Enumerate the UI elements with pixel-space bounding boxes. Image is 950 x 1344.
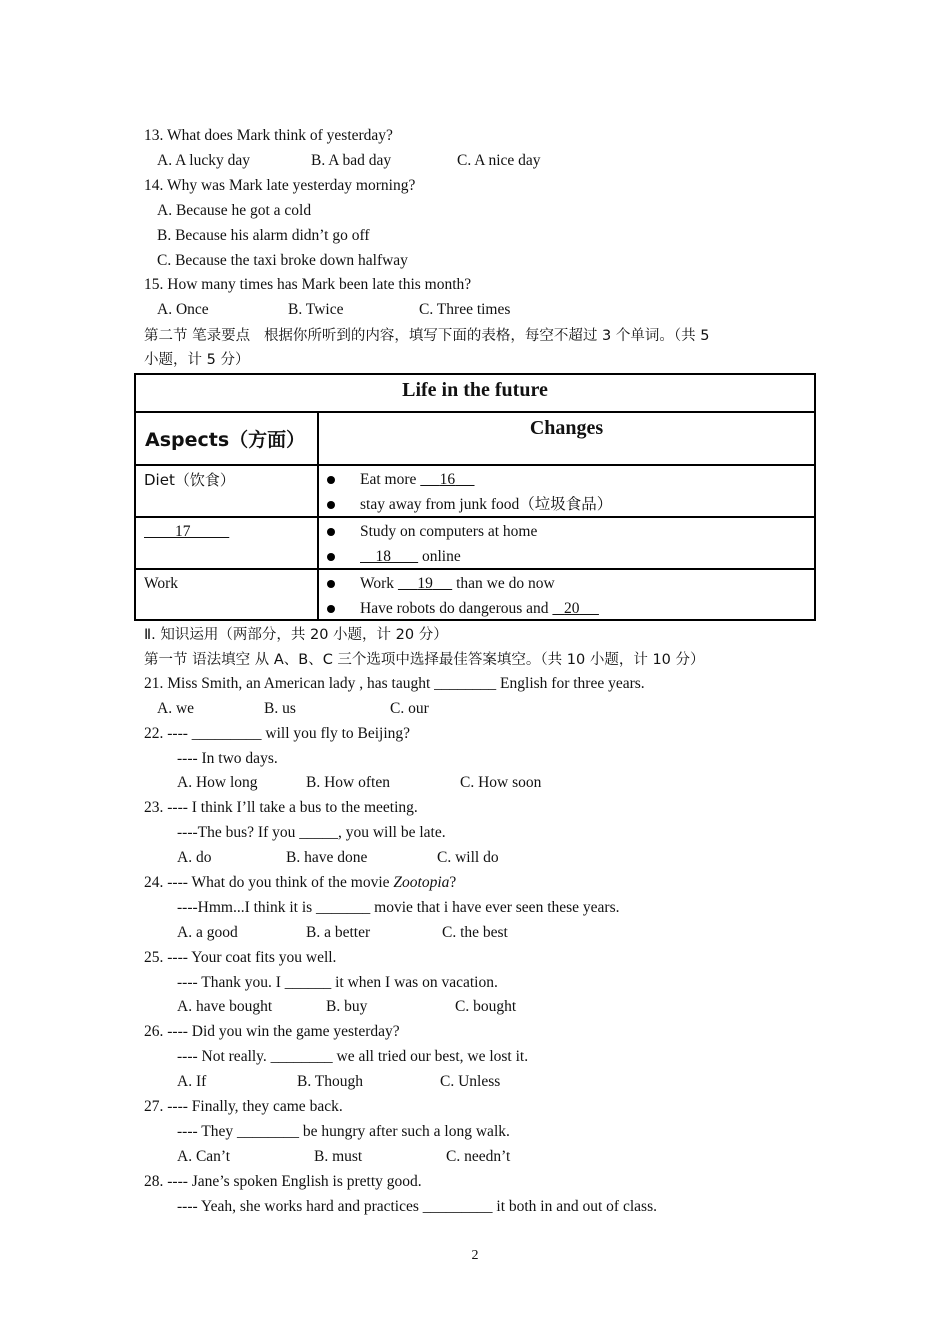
- blank-19[interactable]: [398, 575, 452, 592]
- q21-option-b: B. us: [264, 700, 296, 717]
- question-26-reply: ---- Not really. ________ we all tried our best, we lost it.: [177, 1048, 529, 1065]
- q14-option-c: C. Because the taxi broke down halfway: [157, 252, 408, 269]
- question-27-reply: ---- They ________ be hungry after such a long walk.: [177, 1123, 510, 1140]
- section-2-title: 第二节 笔录要点: [144, 328, 251, 344]
- q23-option-b: B. have done: [286, 849, 368, 866]
- question-25-reply: ---- Thank you. I ______ it when I was on vacation.: [177, 974, 498, 991]
- aspect-label: Diet（饮食）: [144, 471, 235, 489]
- blank-number: 20: [564, 600, 580, 617]
- aspects-header: Aspects（方面）: [145, 429, 306, 451]
- q26-option-c: C. Unless: [440, 1073, 501, 1090]
- change-text: online: [418, 548, 461, 565]
- q22-option-a: A. How long: [177, 774, 258, 791]
- bullet: [327, 528, 335, 536]
- change-item: [360, 547, 461, 567]
- part-2-title: Ⅱ. 知识运用（两部分，共 20 小题，计 20 分）: [144, 627, 448, 643]
- q21-option-c: C. our: [390, 700, 429, 717]
- aspect-work: Work: [144, 575, 179, 592]
- q13-option-a: A. A lucky day: [157, 152, 250, 169]
- question-26-stem: 26. ---- Did you win the game yesterday?: [144, 1023, 400, 1040]
- q27-option-b: B. must: [314, 1148, 363, 1165]
- q26-option-a: A. If: [177, 1073, 207, 1090]
- q27-option-c: C. needn’t: [446, 1148, 511, 1165]
- q13-option-c: C. A nice day: [457, 152, 541, 169]
- section-2-heading: [144, 326, 709, 346]
- table-divider: [136, 411, 814, 413]
- blank-number: 17: [175, 523, 191, 540]
- change-item: [360, 522, 537, 542]
- blank-number: 18: [375, 548, 391, 565]
- notes-table: [134, 373, 816, 621]
- change-item: [360, 470, 475, 490]
- bullet: [327, 553, 335, 561]
- question-23-reply: ----The bus? If you _____, you will be late.: [177, 824, 446, 841]
- stem-text: 24. ---- What do you think of the movie: [144, 874, 394, 891]
- change-text: stay away from junk food（垃圾食品）: [360, 496, 613, 513]
- q26-option-b: B. Though: [297, 1073, 364, 1090]
- part-2-section-1-heading: 第一节 语法填空 从 A、B、C 三个选项中选择最佳答案填空。（共 10 小题，计 10 分）: [144, 652, 705, 668]
- aspect-diet: [144, 470, 235, 491]
- question-22-reply: ---- In two days.: [177, 750, 278, 767]
- question-23-stem: 23. ---- I think I’ll take a bus to the meeting.: [144, 799, 418, 816]
- table-divider: [136, 516, 814, 518]
- blank-18[interactable]: [360, 548, 418, 565]
- aspect-blank: [144, 522, 229, 542]
- blank-number: 19: [417, 575, 433, 592]
- change-text: Have robots do dangerous and: [360, 600, 553, 617]
- q23-option-a: A. do: [177, 849, 212, 866]
- bullet: [327, 501, 335, 509]
- question-14-stem: 14. Why was Mark late yesterday morning?: [144, 177, 416, 194]
- change-text: than we do now: [452, 575, 555, 592]
- blank-16[interactable]: [420, 471, 474, 488]
- change-text: Eat more: [360, 471, 421, 488]
- q24-option-c: C. the best: [442, 924, 508, 941]
- q23-option-c: C. will do: [437, 849, 499, 866]
- q14-option-b: B. Because his alarm didn’t go off: [157, 227, 370, 244]
- q24-option-b: B. a better: [306, 924, 371, 941]
- q25-option-b: B. buy: [326, 998, 368, 1015]
- q24-option-a: A. a good: [177, 924, 238, 941]
- question-21-stem: 21. Miss Smith, an American lady , has taught ________ English for three years.: [144, 675, 645, 692]
- q14-option-a: A. Because he got a cold: [157, 202, 312, 219]
- question-15-stem: 15. How many times has Mark been late this month?: [144, 276, 472, 293]
- change-item: [360, 495, 612, 515]
- change-text: Work: [360, 575, 398, 592]
- section-2-instruction: 根据你所听到的内容，填写下面的表格，每空不超过 3 个单词。（共 5: [263, 328, 710, 344]
- stem-text: ?: [449, 874, 457, 891]
- change-text: Study on computers at home: [360, 523, 538, 540]
- table-divider: [136, 568, 814, 570]
- q22-option-b: B. How often: [306, 774, 390, 791]
- section-2-instruction-continued: 小题，计 5 分）: [144, 352, 250, 368]
- q27-option-a: A. Can’t: [177, 1148, 231, 1165]
- question-28-stem: 28. ---- Jane’s spoken English is pretty good.: [144, 1173, 422, 1190]
- bullet: [327, 580, 335, 588]
- movie-title: Zootopia: [393, 874, 450, 891]
- change-item: [360, 599, 599, 619]
- q22-option-c: C. How soon: [460, 774, 542, 791]
- question-13-stem: 13. What does Mark think of yesterday?: [144, 127, 393, 144]
- q25-option-c: C. bought: [455, 998, 517, 1015]
- table-divider: [136, 464, 814, 466]
- blank-17[interactable]: [144, 523, 229, 540]
- question-27-stem: 27. ---- Finally, they came back.: [144, 1098, 343, 1115]
- page-number: 2: [471, 1248, 479, 1263]
- q13-option-b: B. A bad day: [311, 152, 392, 169]
- question-24-reply: ----Hmm...I think it is _______ movie that i have ever seen these years.: [177, 899, 620, 916]
- q15-option-a: A. Once: [157, 301, 209, 318]
- blank-20[interactable]: [552, 600, 599, 617]
- change-item: [360, 574, 555, 594]
- table-title: Life in the future: [402, 379, 548, 401]
- question-24-stem: [144, 873, 456, 893]
- bullet: [327, 476, 335, 484]
- question-22-stem: 22. ---- _________ will you fly to Beijing?: [144, 725, 411, 742]
- q15-option-b: B. Twice: [288, 301, 344, 318]
- changes-header: Changes: [529, 417, 604, 439]
- bullet: [327, 605, 335, 613]
- question-25-stem: 25. ---- Your coat fits you well.: [144, 949, 337, 966]
- blank-number: 16: [439, 471, 456, 488]
- q25-option-a: A. have bought: [177, 998, 273, 1015]
- question-28-reply: ---- Yeah, she works hard and practices _________ it both in and out of class.: [177, 1198, 657, 1215]
- q21-option-a: A. we: [157, 700, 195, 717]
- q15-option-c: C. Three times: [419, 301, 511, 318]
